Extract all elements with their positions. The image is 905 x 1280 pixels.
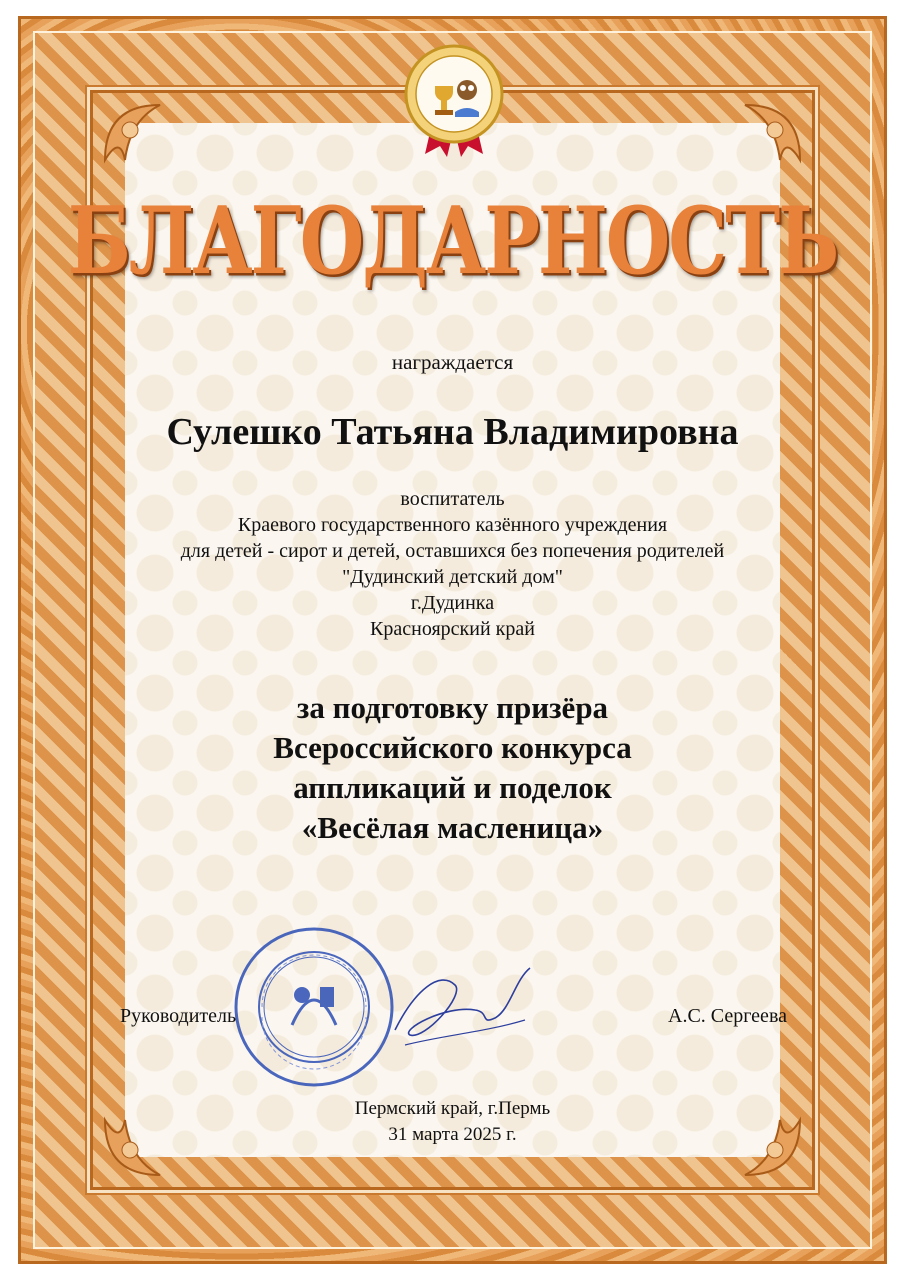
official-stamp-icon — [232, 925, 397, 1090]
reason-line: «Весёлая масленица» — [301, 810, 604, 845]
details-line: Красноярский край — [370, 618, 535, 640]
issue-date: 31 марта 2025 г. — [388, 1124, 517, 1145]
handwritten-signature — [385, 950, 535, 1060]
reason-line: аппликаций и поделок — [293, 770, 612, 805]
contest-center-logo-icon — [395, 42, 513, 160]
awarded-label: награждается — [391, 350, 514, 374]
certificate-title: БЛАГОДАРНОСТЬ — [67, 188, 838, 296]
details-line: Краевого государственного казённого учреждения — [237, 514, 668, 536]
reason-line: Всероссийского конкурса — [273, 730, 632, 765]
issue-place-date — [0, 1096, 905, 1148]
recipient-name: Сулешко Татьяна Владимировна — [166, 411, 739, 453]
signer-name: А.С. Сергеева — [668, 1005, 787, 1027]
details-line: г.Дудинка — [410, 592, 495, 614]
award-reason — [0, 688, 905, 848]
reason-line: за подготовку призёра — [296, 690, 609, 725]
recipient-details — [0, 486, 905, 642]
details-line: воспитатель — [400, 488, 505, 510]
issue-place: Пермский край, г.Пермь — [354, 1098, 551, 1119]
signer-role: Руководитель — [120, 1005, 237, 1027]
details-line: "Дудинский детский дом" — [342, 566, 563, 588]
details-line: для детей - сирот и детей, оставшихся без попечения родителей — [180, 540, 725, 562]
